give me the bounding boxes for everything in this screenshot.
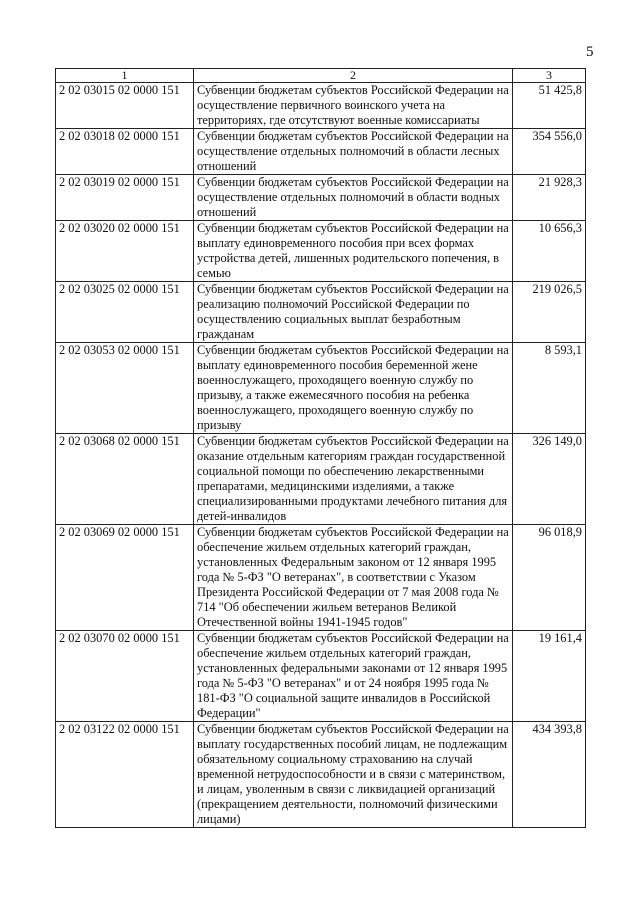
amount-cell: 434 393,8 xyxy=(513,722,586,828)
budget-code-cell: 2 02 03020 02 0000 151 xyxy=(56,221,194,282)
amount-cell: 19 161,4 xyxy=(513,631,586,722)
description-cell: Субвенции бюджетам субъектов Российской Федерации на оказание отдельным категориям граждан государственной социальной помощи по обеспечению лекарственными препаратами, медицинскими изделиями, а также специализированными продуктами лечебного питания для детей-инвалидов xyxy=(194,434,513,525)
page-number: 5 xyxy=(586,44,594,60)
description-cell: Субвенции бюджетам субъектов Российской Федерации на реализацию полномочий Российской Федерации по осуществлению социальных выплат безработным гражданам xyxy=(194,282,513,343)
description-cell: Субвенции бюджетам субъектов Российской Федерации на осуществление отдельных полномочий в области лесных отношений xyxy=(194,129,513,175)
amount-cell: 96 018,9 xyxy=(513,525,586,631)
table-row xyxy=(56,83,586,129)
table-header-row xyxy=(56,69,586,83)
budget-code-cell: 2 02 03025 02 0000 151 xyxy=(56,282,194,343)
description-cell: Субвенции бюджетам субъектов Российской Федерации на осуществление первичного воинского учета на территориях, где отсутствуют военные комиссариаты xyxy=(194,83,513,129)
table-row xyxy=(56,434,586,525)
amount-cell: 354 556,0 xyxy=(513,129,586,175)
description-cell: Субвенции бюджетам субъектов Российской Федерации на осуществление отдельных полномочий в области водных отношений xyxy=(194,175,513,221)
amount-cell: 51 425,8 xyxy=(513,83,586,129)
description-cell: Субвенции бюджетам субъектов Российской Федерации на выплату единовременного пособия при всех формах устройства детей, лишенных родительского попечения, в семью xyxy=(194,221,513,282)
budget-code-cell: 2 02 03122 02 0000 151 xyxy=(56,722,194,828)
column-header-code: 1 xyxy=(56,69,194,83)
budget-code-cell: 2 02 03019 02 0000 151 xyxy=(56,175,194,221)
amount-cell: 21 928,3 xyxy=(513,175,586,221)
budget-code-cell: 2 02 03068 02 0000 151 xyxy=(56,434,194,525)
description-cell: Субвенции бюджетам субъектов Российской Федерации на выплату единовременного пособия беременной жене военнослужащего, проходящего военную службу по призыву, а также ежемесячного пособия на ребенка военнослужащего, проходящего военную службу по призыву xyxy=(194,343,513,434)
budget-code-cell: 2 02 03018 02 0000 151 xyxy=(56,129,194,175)
table-row xyxy=(56,175,586,221)
table-row xyxy=(56,722,586,828)
description-cell: Субвенции бюджетам субъектов Российской Федерации на выплату государственных пособий лицам, не подлежащим обязательному социальному страхованию на случай временной нетрудоспособности и в связи с материнством, и лицам, уволенным в связи с ликвидацией организаций (прекращением деятельности, полномочий физическими лицами) xyxy=(194,722,513,828)
table-row xyxy=(56,631,586,722)
table-row xyxy=(56,221,586,282)
amount-cell: 8 593,1 xyxy=(513,343,586,434)
budget-code-cell: 2 02 03015 02 0000 151 xyxy=(56,83,194,129)
budget-table xyxy=(55,68,586,828)
table-row xyxy=(56,525,586,631)
amount-cell: 219 026,5 xyxy=(513,282,586,343)
description-cell: Субвенции бюджетам субъектов Российской Федерации на обеспечение жильем отдельных категорий граждан, установленных федеральными законами от 12 января 1995 года № 5-ФЗ "О ветеранах" и от 24 ноября 1995 года № 181-ФЗ "О социальной защите инвалидов в Российской Федерации" xyxy=(194,631,513,722)
column-header-description: 2 xyxy=(194,69,513,83)
amount-cell: 326 149,0 xyxy=(513,434,586,525)
table-row xyxy=(56,343,586,434)
table-row xyxy=(56,282,586,343)
budget-code-cell: 2 02 03069 02 0000 151 xyxy=(56,525,194,631)
budget-code-cell: 2 02 03070 02 0000 151 xyxy=(56,631,194,722)
column-header-amount: 3 xyxy=(513,69,586,83)
amount-cell: 10 656,3 xyxy=(513,221,586,282)
description-cell: Субвенции бюджетам субъектов Российской Федерации на обеспечение жильем отдельных категорий граждан, установленных Федеральным законом от 12 января 1995 года № 5-ФЗ "О ветеранах", в соответствии с Указом Президента Российской Федерации от 7 мая 2008 года № 714 "Об обеспечении жильем ветеранов Великой Отечественной войны 1941-1945 годов" xyxy=(194,525,513,631)
budget-code-cell: 2 02 03053 02 0000 151 xyxy=(56,343,194,434)
table-row xyxy=(56,129,586,175)
